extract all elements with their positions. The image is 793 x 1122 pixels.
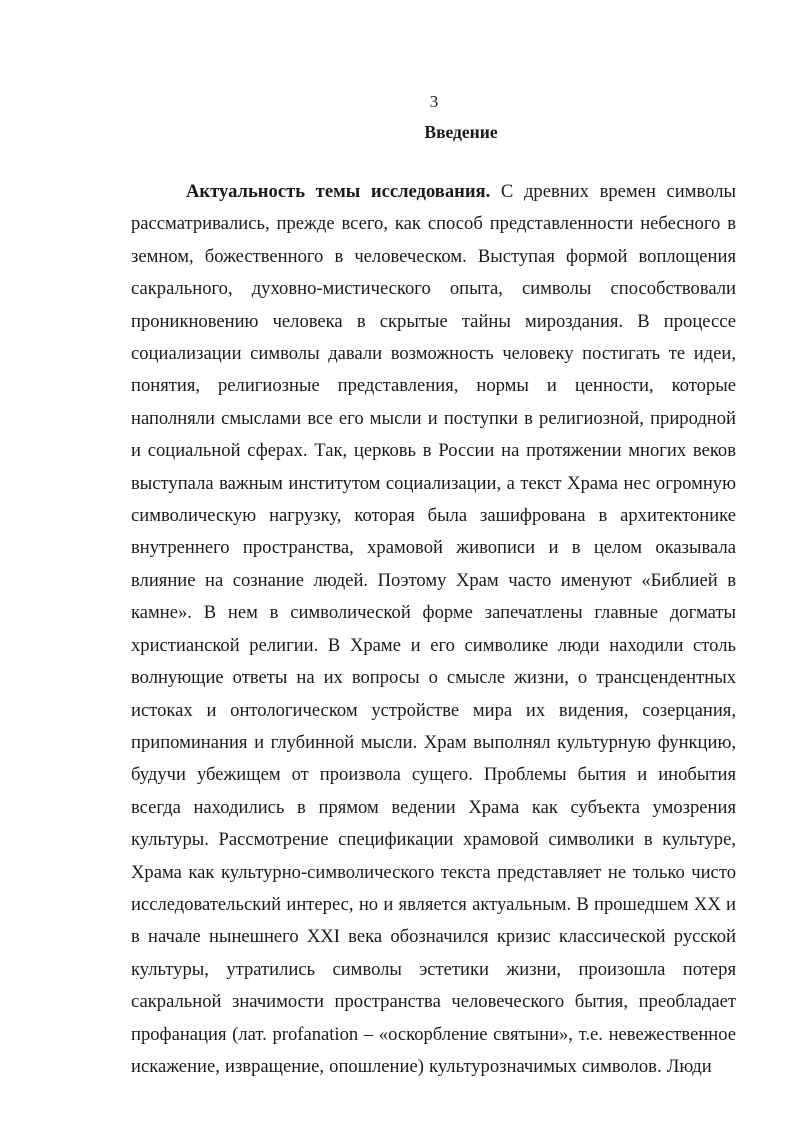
- paragraph-text: С древних времен символы рассматривались, прежде всего, как способ представленности небесного в земном, божественного в человеческом. Выступая формой воплощения сакрального, духовно-мистического опыта, символы способствовали проникновению человека в скрытые тайны мироздания. В процессе социализации символы давали возможность человеку постигать те идеи, понятия, религиозные представления, нормы и ценности, которые наполняли смыслами все его мысли и поступки в религиозной, природной и социальной сферах. Так, церковь в России на протяжении многих веков выступала важным институтом социализации, а текст Храма нес огромную символическую нагрузку, которая была зашифрована в архитектонике внутреннего пространства, храмовой живописи и в целом оказывала влияние на сознание людей. Поэтому Храм часто именуют «Библией в камне». В нем в символической форме запечатлены главные догматы христианской религии. В Храме и его символике люди находили столь волнующие ответы на их вопросы о смысле жизни, о трансцендентных истоках и онтологическом устройстве мира их видения, созерцания, припоминания и глубинной мысли. Храм выполнял культурную функцию, будучи убежищем от произвола сущего. Проблемы бытия и инобытия всегда находились в прямом ведении Храма как субъекта умозрения культуры. Рассмотрение спецификации храмовой символики в культуре, Храма как культурно-символического текста представляет не только чисто исследовательский интерес, но и является актуальным. В прошедшем XX и в начале нынешнего XXI века обозначился кризис классической русской культуры, утратились символы эстетики жизни, произошла потеря сакральной значимости пространства человеческого бытия, преобладает профанация (лат. profanation – «оскорбление святыни», т.е. невежественное искажение, извращение, опошление) культурозначимых символов. Люди: [131, 181, 736, 1077]
- paragraph-lead: Актуальность темы исследования.: [186, 181, 491, 202]
- section-heading: Введение: [424, 122, 498, 142]
- body-paragraph: [131, 176, 736, 1083]
- page-number: 3: [429, 92, 439, 111]
